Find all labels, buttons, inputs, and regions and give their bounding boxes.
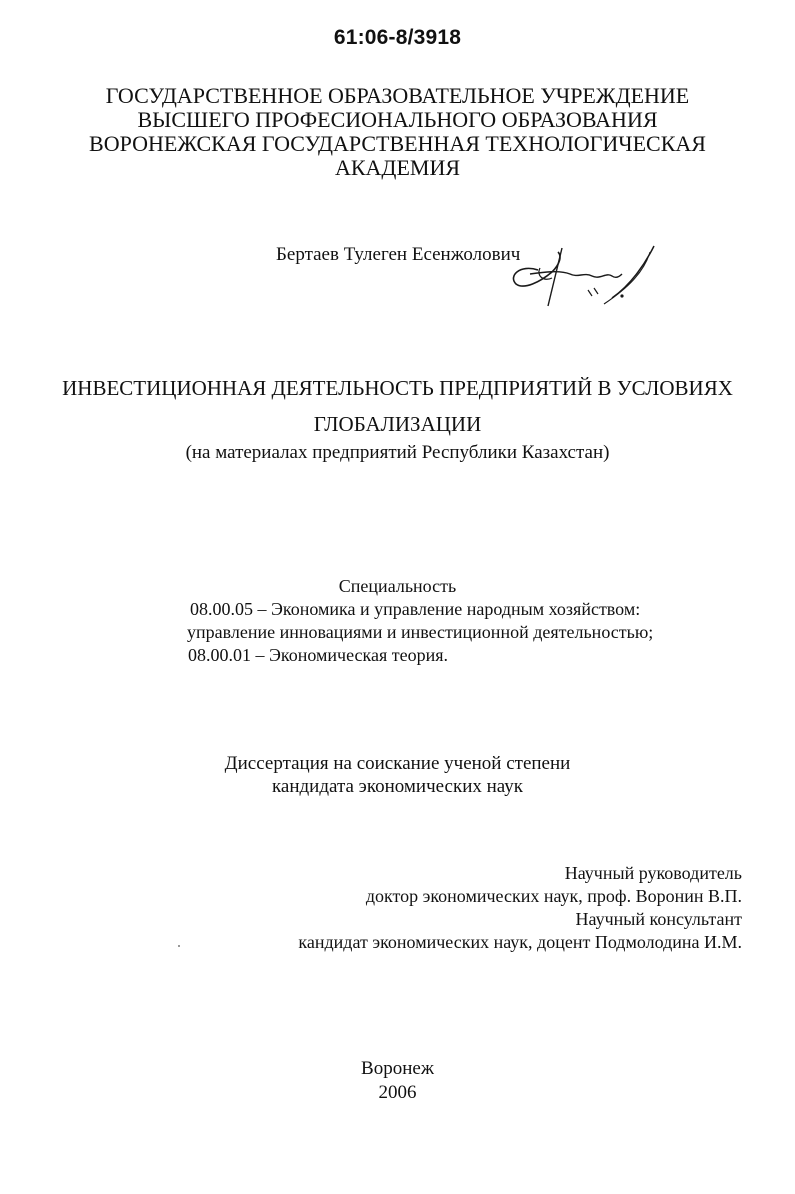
- speciality-heading: Специальность: [338, 576, 457, 596]
- year: 2006: [378, 1082, 417, 1103]
- author-name: Бертаев Тулеген Есенжолович: [276, 244, 521, 265]
- speciality-line: 08.00.05 – Экономика и управление народным хозяйством:: [190, 599, 641, 619]
- place-and-year: [0, 1057, 795, 1105]
- supervisors-block: [298, 862, 742, 954]
- dissertation-title: [0, 370, 795, 442]
- institution-line: АКАДЕМИЯ: [334, 155, 461, 180]
- title-line: ГЛОБАЛИЗАЦИИ: [313, 412, 482, 436]
- catalog-code: 61:06-8/3918: [333, 26, 462, 49]
- consultant-role: Научный консультант: [575, 909, 742, 929]
- degree-line: кандидата экономических наук: [271, 776, 524, 797]
- signature-icon: [500, 232, 660, 312]
- speciality-line: 08.00.01 – Экономическая теория.: [188, 645, 449, 665]
- advisor-role: Научный руководитель: [564, 863, 742, 883]
- degree-line: Диссертация на соискание ученой степени: [224, 753, 571, 774]
- title-line: ИНВЕСТИЦИОННАЯ ДЕЯТЕЛЬНОСТЬ ПРЕДПРИЯТИЙ В УСЛОВИЯХ: [62, 376, 733, 400]
- consultant-name: кандидат экономических наук, доцент Подмолодина И.М.: [298, 932, 742, 952]
- institution-line: ВОРОНЕЖСКАЯ ГОСУДАРСТВЕННАЯ ТЕХНОЛОГИЧЕСКАЯ: [89, 131, 706, 156]
- speciality-line: управление инновациями и инвестиционной деятельностью;: [187, 622, 654, 642]
- dissertation-subtitle: (на материалах предприятий Республики Казахстан): [185, 442, 610, 463]
- institution-line: ВЫСШЕГО ПРОФЕСИОНАЛЬНОГО ОБРАЗОВАНИЯ: [137, 107, 658, 132]
- institution-name: [0, 84, 795, 180]
- institution-line: ГОСУДАРСТВЕННОЕ ОБРАЗОВАТЕЛЬНОЕ УЧРЕЖДЕНИЕ: [105, 83, 690, 108]
- advisor-name: доктор экономических наук, проф. Воронин В.П.: [365, 886, 742, 906]
- degree-statement: [0, 752, 795, 798]
- scan-speck: [178, 945, 180, 947]
- speciality-block: [0, 575, 795, 667]
- city: Воронеж: [361, 1058, 434, 1079]
